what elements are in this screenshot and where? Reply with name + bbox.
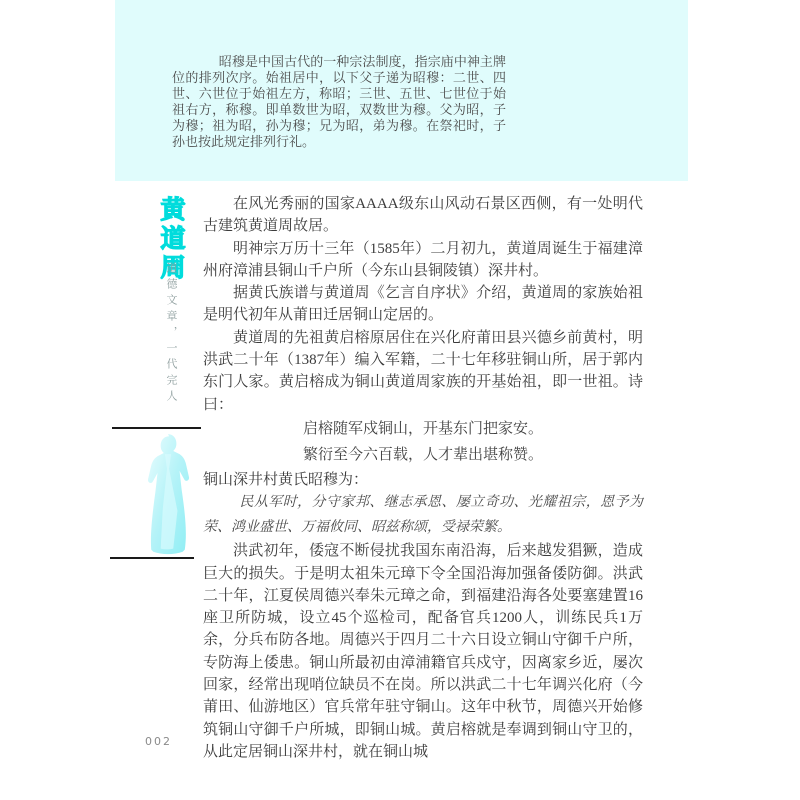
lineage-generation-poem: 民从军时，分守家邦、继志承恩、屡立奇功、光耀祖宗，恩予为荣、鸿业盛世、万福攸同、昭兹称颂，受禄荣繁。 (203, 495, 643, 535)
book-subtitle-vertical: 道德文章，一代完人 (165, 262, 177, 406)
book-title-vertical: 黄道周 (157, 196, 186, 283)
poem-line-2: 繁衍至今六百载，人才辈出堪称赞。 (302, 447, 543, 464)
paragraph-genealogy: 据黄氏族谱与黄道周《乞言自序状》介绍，黄道周的家族始祖是明代初年从莆田迁居铜山定居的。 (203, 285, 643, 324)
paragraph-ancestor: 黄道周的先祖黄启榕原居住在兴化府莆田县兴德乡前黄村，明洪武二十年（1387年）编入军籍，二十七年移驻铜山所，居于郭内东门人家。黄启榕成为铜山黄道周家族的开基始祖，即一世祖。诗曰： (203, 329, 643, 413)
main-text-column (203, 193, 643, 763)
lineage-heading: 铜山深井村黄氏昭穆为： (203, 471, 369, 488)
page-number: 002 (145, 735, 172, 748)
huang-daozhou-statue-icon (136, 431, 200, 557)
paragraph-intro: 在风光秀丽的国家AAAA级东山风动石景区西侧，有一处明代古建筑黄道周故居。 (203, 196, 643, 235)
sidebar-rule-bottom (110, 557, 194, 559)
paragraph-birth: 明神宗万历十三年（1585年）二月初九，黄道周诞生于福建漳州府漳浦县铜山千户所（今东山县铜陵镇）深井村。 (203, 240, 643, 279)
previous-page-continuation-note: 昭穆是中国古代的一种宗法制度，指宗庙中神主牌位的排列次序。始祖居中，以下父子递为昭穆：二世、四世、六世位于始祖左方，称昭；三世、五世、七世位于始祖右方，称穆。即单数世为昭，双数世为穆。父为昭，子为穆；祖为昭，孙为穆；兄为昭，弟为穆。在祭祀时，子孙也按此规定排列行礼。 (172, 54, 506, 149)
paragraph-garrison: 洪武初年，倭寇不断侵扰我国东南沿海，后来越发猖獗，造成巨大的损失。于是明太祖朱元璋下令全国沿海加强备倭防御。洪武二十年，江夏侯周德兴奉朱元璋之命，到福建沿海各处要塞建置16座卫所防城，设立45个巡检司，配备官兵1200人，训练民兵1万余，分兵布防各地。周德兴于四月二十六日设立铜山守御千户所，专防海上倭患。铜山所最初由漳浦籍官兵戍守，因离家乡近，屡次回家，经常出现哨位缺员不在岗。所以洪武二十七年调兴化府（今莆田、仙游地区）官兵常年驻守铜山。这年中秋节，周德兴开始修筑铜山守御千户所城，即铜山城。黄启榕就是奉调到铜山守卫的，从此定居铜山深井村，就在铜山城 (203, 543, 643, 760)
poem-line-1: 启榕随军戍铜山，开基东门把家安。 (302, 420, 543, 437)
sidebar-rule-top (112, 427, 201, 429)
